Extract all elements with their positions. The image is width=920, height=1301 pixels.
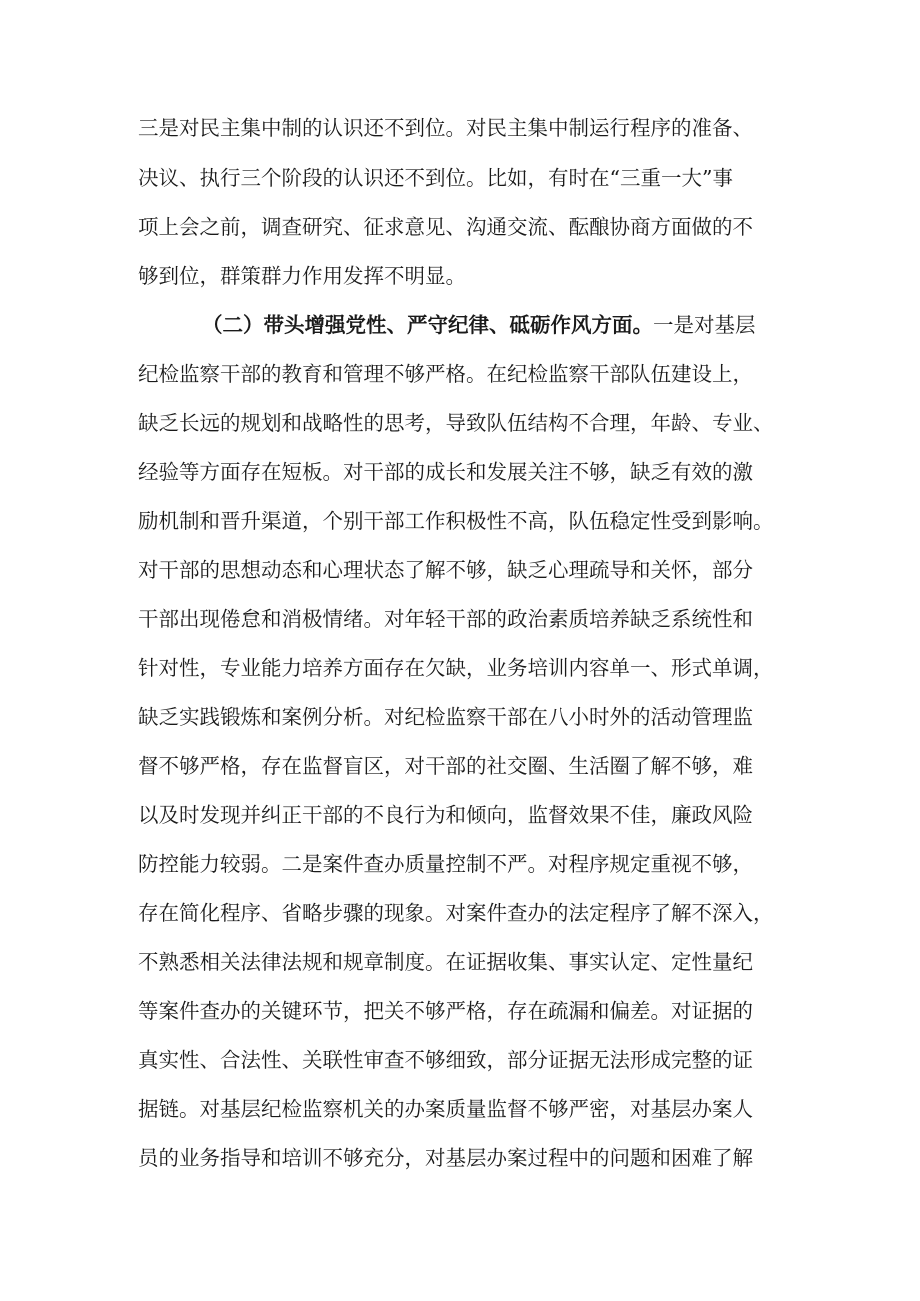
text-line: 决议、执行三个阶段的认识还不到位。比如，有时在“三重一大”事 bbox=[138, 166, 733, 190]
text-line: 防控能力较弱。二是案件查办质量控制不严。对程序规定重视不够， bbox=[138, 852, 753, 876]
text-line: 励机制和晋升渠道，个别干部工作积极性不高，队伍稳定性受到影响。 bbox=[138, 509, 774, 533]
text-line: 经验等方面存在短板。对干部的成长和发展关注不够，缺乏有效的激 bbox=[138, 460, 753, 484]
text-line: 不熟悉相关法律法规和规章制度。在证据收集、事实认定、定性量纪 bbox=[138, 950, 753, 974]
text-line: 够到位，群策群力作用发挥不明显。 bbox=[138, 264, 466, 288]
text-line: 存在简化程序、省略步骤的现象。对案件查办的法定程序了解不深入， bbox=[138, 901, 774, 925]
text-line: 员的业务指导和培训不够充分，对基层办案过程中的问题和困难了解 bbox=[138, 1146, 753, 1170]
text-line: 等案件查办的关键环节，把关不够严格，存在疏漏和偏差。对证据的 bbox=[138, 999, 753, 1023]
text-line: 缺乏长远的规划和战略性的思考，导致队伍结构不合理，年龄、专业、 bbox=[138, 411, 774, 435]
section-heading-continuation: 一是对基层 bbox=[653, 313, 756, 337]
text-line: 督不够严格，存在监督盲区，对干部的社交圈、生活圈了解不够，难 bbox=[138, 754, 753, 778]
text-line: 对干部的思想动态和心理状态了解不够，缺乏心理疏导和关怀，部分 bbox=[138, 558, 753, 582]
text-line: 真实性、合法性、关联性审查不够细致，部分证据无法形成完整的证 bbox=[138, 1048, 753, 1072]
text-line: 缺乏实践锻炼和案例分析。对纪检监察干部在八小时外的活动管理监 bbox=[138, 705, 753, 729]
text-line: 三是对民主集中制的认识还不到位。对民主集中制运行程序的准备、 bbox=[138, 116, 753, 140]
section-heading: （二）带头增强党性、严守纪律、砥砺作风方面。 bbox=[202, 313, 653, 337]
section-heading-line bbox=[138, 310, 798, 340]
text-line: 干部出现倦怠和消极情绪。对年轻干部的政治素质培养缺乏系统性和 bbox=[138, 607, 753, 631]
text-line: 纪检监察干部的教育和管理不够严格。在纪检监察干部队伍建设上， bbox=[138, 362, 753, 386]
text-line: 以及时发现并纠正干部的不良行为和倾向，监督效果不佳，廉政风险 bbox=[138, 803, 753, 827]
text-line: 针对性，专业能力培养方面存在欠缺，业务培训内容单一、形式单调， bbox=[138, 656, 774, 680]
text-line: 项上会之前，调查研究、征求意见、沟通交流、酝酿协商方面做的不 bbox=[138, 215, 753, 239]
text-line: 据链。对基层纪检监察机关的办案质量监督不够严密，对基层办案人 bbox=[138, 1097, 753, 1121]
